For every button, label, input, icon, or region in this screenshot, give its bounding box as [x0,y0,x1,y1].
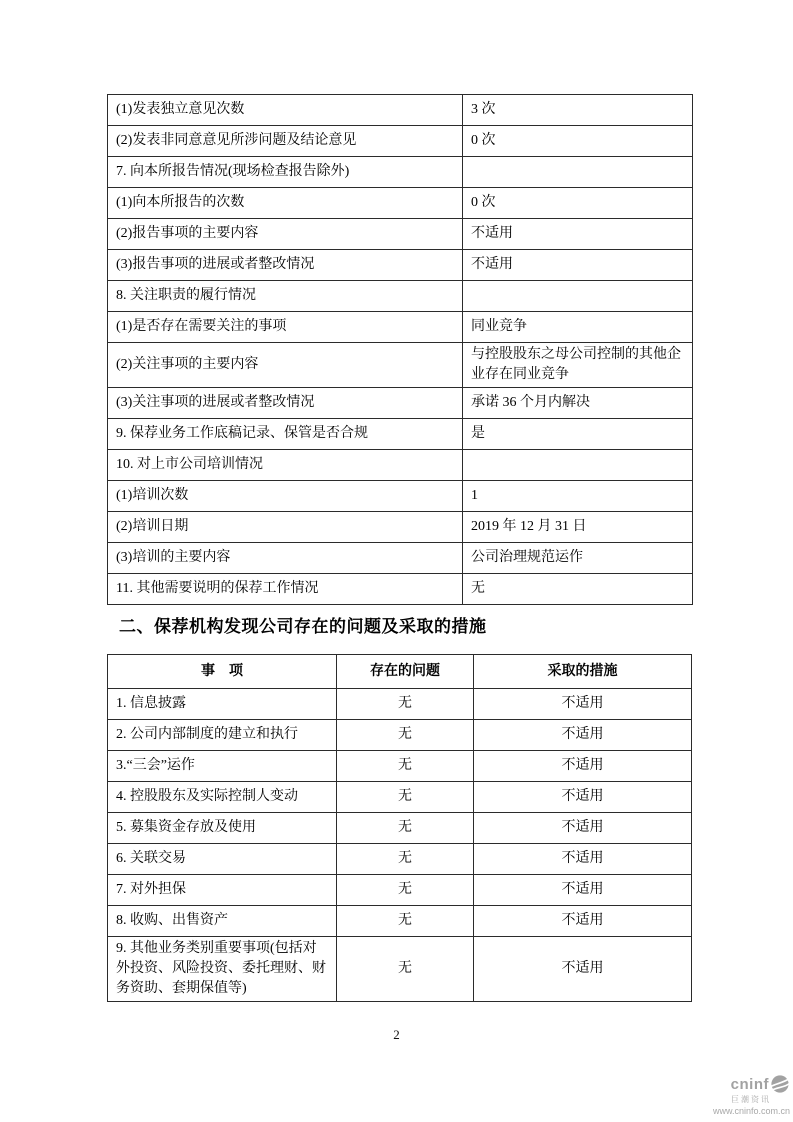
section-heading: 二、保荐机构发现公司存在的问题及采取的措施 [119,617,487,636]
table-row [108,312,693,343]
table-row [108,188,693,219]
cninfo-logo [704,1074,790,1116]
measure-cell: 不适用 [474,844,692,875]
cninfo-swirl-icon [770,1074,790,1094]
item-cell: 8. 关注职责的履行情况 [108,281,463,312]
item-cell: 5. 募集资金存放及使用 [108,813,337,844]
problem-cell: 无 [337,689,474,720]
measure-cell: 不适用 [474,782,692,813]
table-row [108,481,693,512]
problem-cell: 无 [337,813,474,844]
item-cell: 10. 对上市公司培训情况 [108,450,463,481]
problem-cell: 无 [337,875,474,906]
measure-cell: 不适用 [474,720,692,751]
value-cell [463,281,693,312]
value-cell: 与控股股东之母公司控制的其他企业存在同业竞争 [463,343,693,388]
table-row [108,450,693,481]
cninfo-logo-chinese: 巨潮资讯 [731,1095,771,1104]
cninfo-logo-url: www.cninfo.com.cn [712,1106,790,1116]
value-cell [463,450,693,481]
measure-cell: 不适用 [474,813,692,844]
table-row [108,875,692,906]
value-cell: 是 [463,419,693,450]
problem-cell: 无 [337,720,474,751]
problem-cell: 无 [337,844,474,875]
item-cell: 7. 对外担保 [108,875,337,906]
table-row [108,574,693,605]
value-cell [463,157,693,188]
item-cell: (3)报告事项的进展或者整改情况 [108,250,463,281]
item-cell: (3)培训的主要内容 [108,543,463,574]
table-row [108,844,692,875]
item-cell: (3)关注事项的进展或者整改情况 [108,388,463,419]
value-cell: 1 [463,481,693,512]
cninfo-logo-text: cninf [730,1075,769,1093]
table-row [108,689,692,720]
value-cell: 承诺 36 个月内解决 [463,388,693,419]
table-row [108,250,693,281]
sponsor-duty-table [107,94,693,605]
item-cell: (2)发表非同意意见所涉问题及结论意见 [108,126,463,157]
cninfo-logo-row [704,1074,790,1094]
table-row [108,419,693,450]
value-cell: 无 [463,574,693,605]
table-row [108,543,693,574]
value-cell: 0 次 [463,188,693,219]
measure-cell: 不适用 [474,937,692,1002]
item-cell: 1. 信息披露 [108,689,337,720]
problem-cell: 无 [337,937,474,1002]
value-cell: 同业竞争 [463,312,693,343]
table-row [108,813,692,844]
value-cell: 不适用 [463,219,693,250]
value-cell: 3 次 [463,95,693,126]
page-number: 2 [393,1027,400,1042]
table-row [108,126,693,157]
item-cell: 9. 其他业务类别重要事项(包括对外投资、风险投资、委托理财、财务资助、套期保值等) [108,937,337,1002]
item-cell: 2. 公司内部制度的建立和执行 [108,720,337,751]
column-header-item: 事 项 [108,655,337,689]
table-row [108,388,693,419]
table-row [108,782,692,813]
item-cell: (1)培训次数 [108,481,463,512]
table-header-row [108,655,692,689]
measure-cell: 不适用 [474,689,692,720]
item-cell: (2)报告事项的主要内容 [108,219,463,250]
table-row [108,937,692,1002]
item-cell: (1)发表独立意见次数 [108,95,463,126]
value-cell: 2019 年 12 月 31 日 [463,512,693,543]
measure-cell: 不适用 [474,875,692,906]
column-header-measure: 采取的措施 [474,655,692,689]
table-row [108,906,692,937]
table-row [108,720,692,751]
item-cell: 9. 保荐业务工作底稿记录、保管是否合规 [108,419,463,450]
column-header-problem: 存在的问题 [337,655,474,689]
problems-measures-table [107,654,692,1002]
problem-cell: 无 [337,782,474,813]
value-cell: 不适用 [463,250,693,281]
item-cell: (1)是否存在需要关注的事项 [108,312,463,343]
item-cell: 11. 其他需要说明的保荐工作情况 [108,574,463,605]
table-row [108,751,692,782]
value-cell: 公司治理规范运作 [463,543,693,574]
measure-cell: 不适用 [474,751,692,782]
table-row [108,219,693,250]
table-row [108,95,693,126]
item-cell: (2)关注事项的主要内容 [108,343,463,388]
item-cell: (1)向本所报告的次数 [108,188,463,219]
value-cell: 0 次 [463,126,693,157]
table-row [108,343,693,388]
problem-cell: 无 [337,751,474,782]
item-cell: 3.“三会”运作 [108,751,337,782]
table-row [108,512,693,543]
item-cell: 6. 关联交易 [108,844,337,875]
item-cell: 8. 收购、出售资产 [108,906,337,937]
item-cell: (2)培训日期 [108,512,463,543]
problem-cell: 无 [337,906,474,937]
measure-cell: 不适用 [474,906,692,937]
item-cell: 4. 控股股东及实际控制人变动 [108,782,337,813]
item-cell: 7. 向本所报告情况(现场检查报告除外) [108,157,463,188]
table-row [108,281,693,312]
table-row [108,157,693,188]
